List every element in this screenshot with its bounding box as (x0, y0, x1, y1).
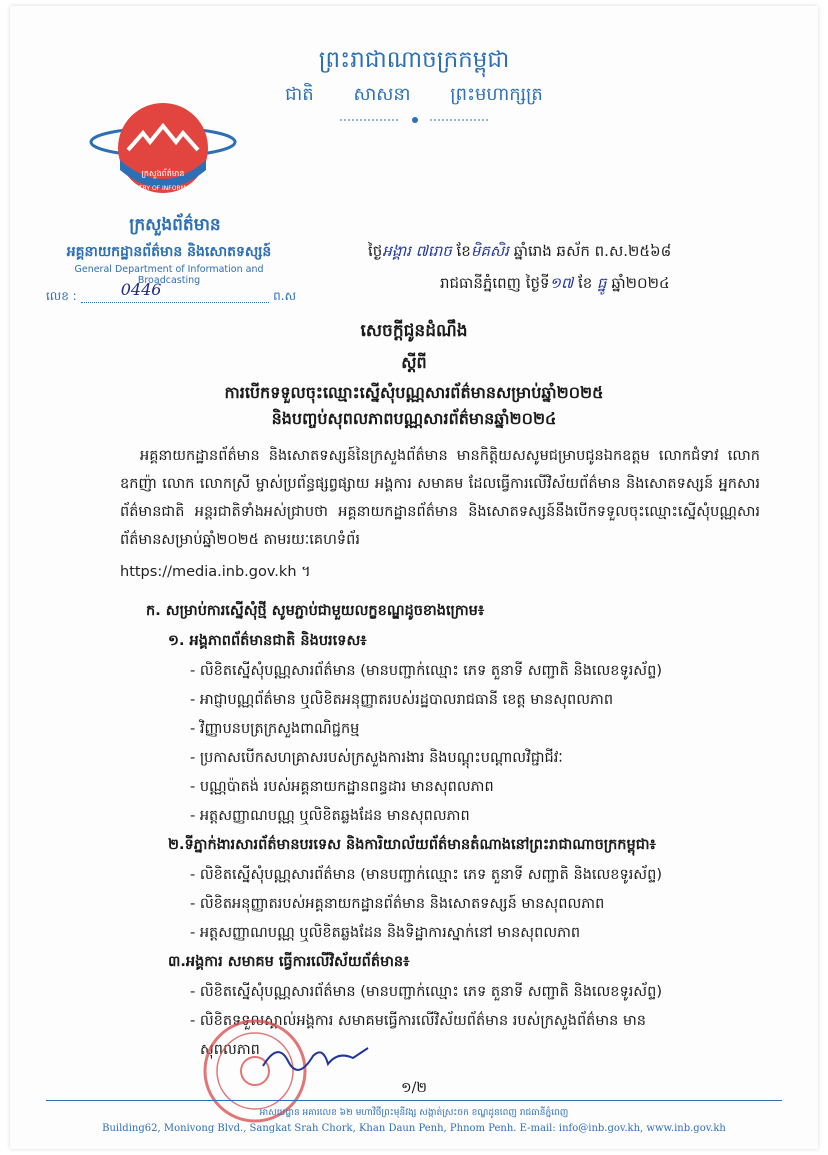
logo-text: ក្រសួងព័ត៌មាន (141, 169, 185, 178)
solar-day-handwritten: ១៧ (549, 274, 574, 292)
list-item: - លិខិតស្នើសុំបណ្ណសារព័ត៌មាន (មានបញ្ជាក់ឈ្មោះ ភេទ តួនាទី សញ្ជាតិ និងលេខទូរស័ព្ទ) (190, 663, 662, 679)
ministry-name: ក្រសួងព័ត៌មាន (129, 215, 221, 235)
list-item: - ប្រកាសបើកសហគ្រាសរបស់ក្រសួងការងារ និងបណ្តុះបណ្តាលវិជ្ជាជីវៈ (190, 750, 563, 766)
website-link[interactable]: https://media.inb.gov.kh (120, 564, 297, 580)
department-name-en: General Department of Information and Broadcasting (74, 264, 264, 286)
list-item: - អត្តសញ្ញាណបណ្ណ ឬលិខិតឆ្លងដែន មានសុពលភាព (190, 808, 470, 824)
reference-label: លេខ : (46, 289, 77, 303)
list-item: សុពលភាព (200, 1042, 260, 1058)
notice-subject-line1: ការបើកទទួលចុះឈ្មោះស្នើសុំបណ្ណសារព័ត៌មានសម្រាប់ឆ្នាំ២០២៥ (224, 383, 604, 402)
footer-address-en: Building62, Monivong Blvd., Sangkat Srah Chork, Khan Daun Penh, Phnom Penh. E-mail: info@inb.gov.kh, www.inb.gov.kh (102, 1123, 726, 1134)
footer-address-km: អាសយដ្ឋាន អគារលេខ ៦២ មហាវិថីព្រះមុនីវង្ស សង្កាត់ស្រះចក ខណ្ឌដូនពេញ រាជធានីភ្នំពេញ (259, 1108, 569, 1118)
reference-dots (81, 280, 269, 303)
list-item: - អាជ្ញាបណ្ណព័ត៌មាន ឬលិខិតអនុញ្ញាតរបស់រដ្ឋបាលរាជធានី ខេត្ត មានសុពលភាព (190, 692, 614, 708)
list-item: - លិខិតទទួលស្គាល់អង្គការ សមាគមធ្វើការលើវិស័យព័ត៌មាន របស់ក្រសួងព័ត៌មាន មាន (190, 1013, 646, 1029)
logo-subtext: MINISTRY OF INFORMATION (121, 185, 205, 192)
footer-divider (46, 1100, 782, 1101)
notice-title: សេចក្តីជូនដំណឹង (360, 321, 468, 341)
section-1-heading: ១. អង្គភាពព័ត៌មានជាតិ និងបរទេស៖ (168, 633, 367, 649)
national-motto: ជាតិ សាសនា ព្រះមហាក្សត្រ (285, 84, 543, 105)
list-item: - បណ្ណប៉ាតង់ របស់អគ្គនាយកដ្ឋានពន្ធដារ មានសុពលភាព (190, 779, 494, 795)
section-3-heading: ៣.អង្គការ សមាគម ធ្វើការលើវិស័យព័ត៌មាន៖ (168, 954, 410, 970)
section-2-heading: ២.ទីភ្នាក់ងារសារព័ត៌មានបរទេស និងការិយាល័យព័ត៌មានតំណាងនៅព្រះរាជាណាចក្រកម្ពុជា៖ (168, 837, 656, 853)
reference-suffix: ព.ស (273, 289, 296, 303)
solar-date: រាជធានីភ្នំពេញ ថ្ងៃទី១៧ ខែ ធ្នូ ឆ្នាំ២០២៤ (440, 274, 670, 292)
page-number: ១/២ (401, 1080, 427, 1096)
ministry-logo (88, 98, 238, 208)
kingdom-heading: ព្រះរាជាណាចក្រកម្ពុជា (318, 47, 510, 73)
lunar-date: ថ្ងៃអង្គារ ៧រោច ខែមិគសិរ ឆ្នាំរោង ឆស័ក ព.ស.២៥៦៨ (368, 242, 672, 260)
lunar-day-handwritten: អង្គារ ៧រោច (382, 242, 452, 260)
list-item: - វិញ្ញាបនបត្រក្រសួងពាណិជ្ជកម្ម (190, 721, 360, 737)
ornament-divider (340, 116, 490, 124)
notice-subject-label: ស្តីពី (401, 353, 427, 372)
list-item: - លិខិតអនុញ្ញាតរបស់អគ្គនាយកដ្ឋានព័ត៌មាន និងសោតទស្សន៍ មានសុពលភាព (190, 896, 605, 912)
list-item: - លិខិតស្នើសុំបណ្ណសារព័ត៌មាន (មានបញ្ជាក់ឈ្មោះ ភេទ តួនាទី សញ្ជាតិ និងលេខទូរស័ព្ទ) (190, 984, 662, 1000)
reference-handwritten-number: 0446 (120, 280, 162, 299)
document-page (10, 6, 818, 1149)
solar-month-handwritten: ធ្នូ (597, 274, 607, 292)
intro-paragraph: អគ្គនាយកដ្ឋានព័ត៌មាន និងសោតទស្សន៍នៃក្រសួងព័ត៌មាន មានកិត្តិយសសូមជម្រាបជូនឯកឧត្តម លោកជំទាវ លោកឧកញ៉ា លោក លោកស្រី ម្ចាស់ប្រព័ន្ធផ្សព្វផ្សាយ អង្គការ សមាគម ដែលធ្វើការលើវិស័យព័ត៌មាន និងសោតទស្សន៍ អ្នកសារព័ត៌មានជាតិ អន្តរជាតិទាំងអស់ជ្រាបថា អគ្គនាយកដ្ឋានព័ត៌មាន និងសោតទស្សន៍នឹងបើកទទួលចុះឈ្មោះស្នើសុំបណ្ណសារព័ត៌មានសម្រាប់ឆ្នាំ២០២៥ តាមរយៈគេហទំព័រ (120, 448, 760, 548)
list-item: - លិខិតស្នើសុំបណ្ណសារព័ត៌មាន (មានបញ្ជាក់ឈ្មោះ ភេទ តួនាទី សញ្ជាតិ និងលេខទូរស័ព្ទ) (190, 867, 662, 883)
signature (258, 1036, 378, 1076)
list-item: - អត្តសញ្ញាណបណ្ណ ឬលិខិតឆ្លងដែន និងទិដ្ឋាការស្នាក់នៅ មានសុពលភាព (190, 925, 581, 941)
section-a-heading: ក. សម្រាប់ការស្នើសុំថ្មី សូមភ្ជាប់ជាមួយលក្ខខណ្ឌដូចខាងក្រោម៖ (146, 603, 485, 619)
department-name-km: អគ្គនាយកដ្ឋានព័ត៌មាន និងសោតទស្សន៍ (66, 244, 272, 260)
notice-subject-line2: និងបញ្ចប់សុពលភាពបណ្ណសារព័ត៌មានឆ្នាំ២០២៤ (271, 409, 557, 428)
website-line: https://media.inb.gov.kh ។ (120, 564, 311, 580)
lunar-month-handwritten: មិគសិរ (470, 242, 509, 260)
reference-number-line (46, 280, 296, 306)
